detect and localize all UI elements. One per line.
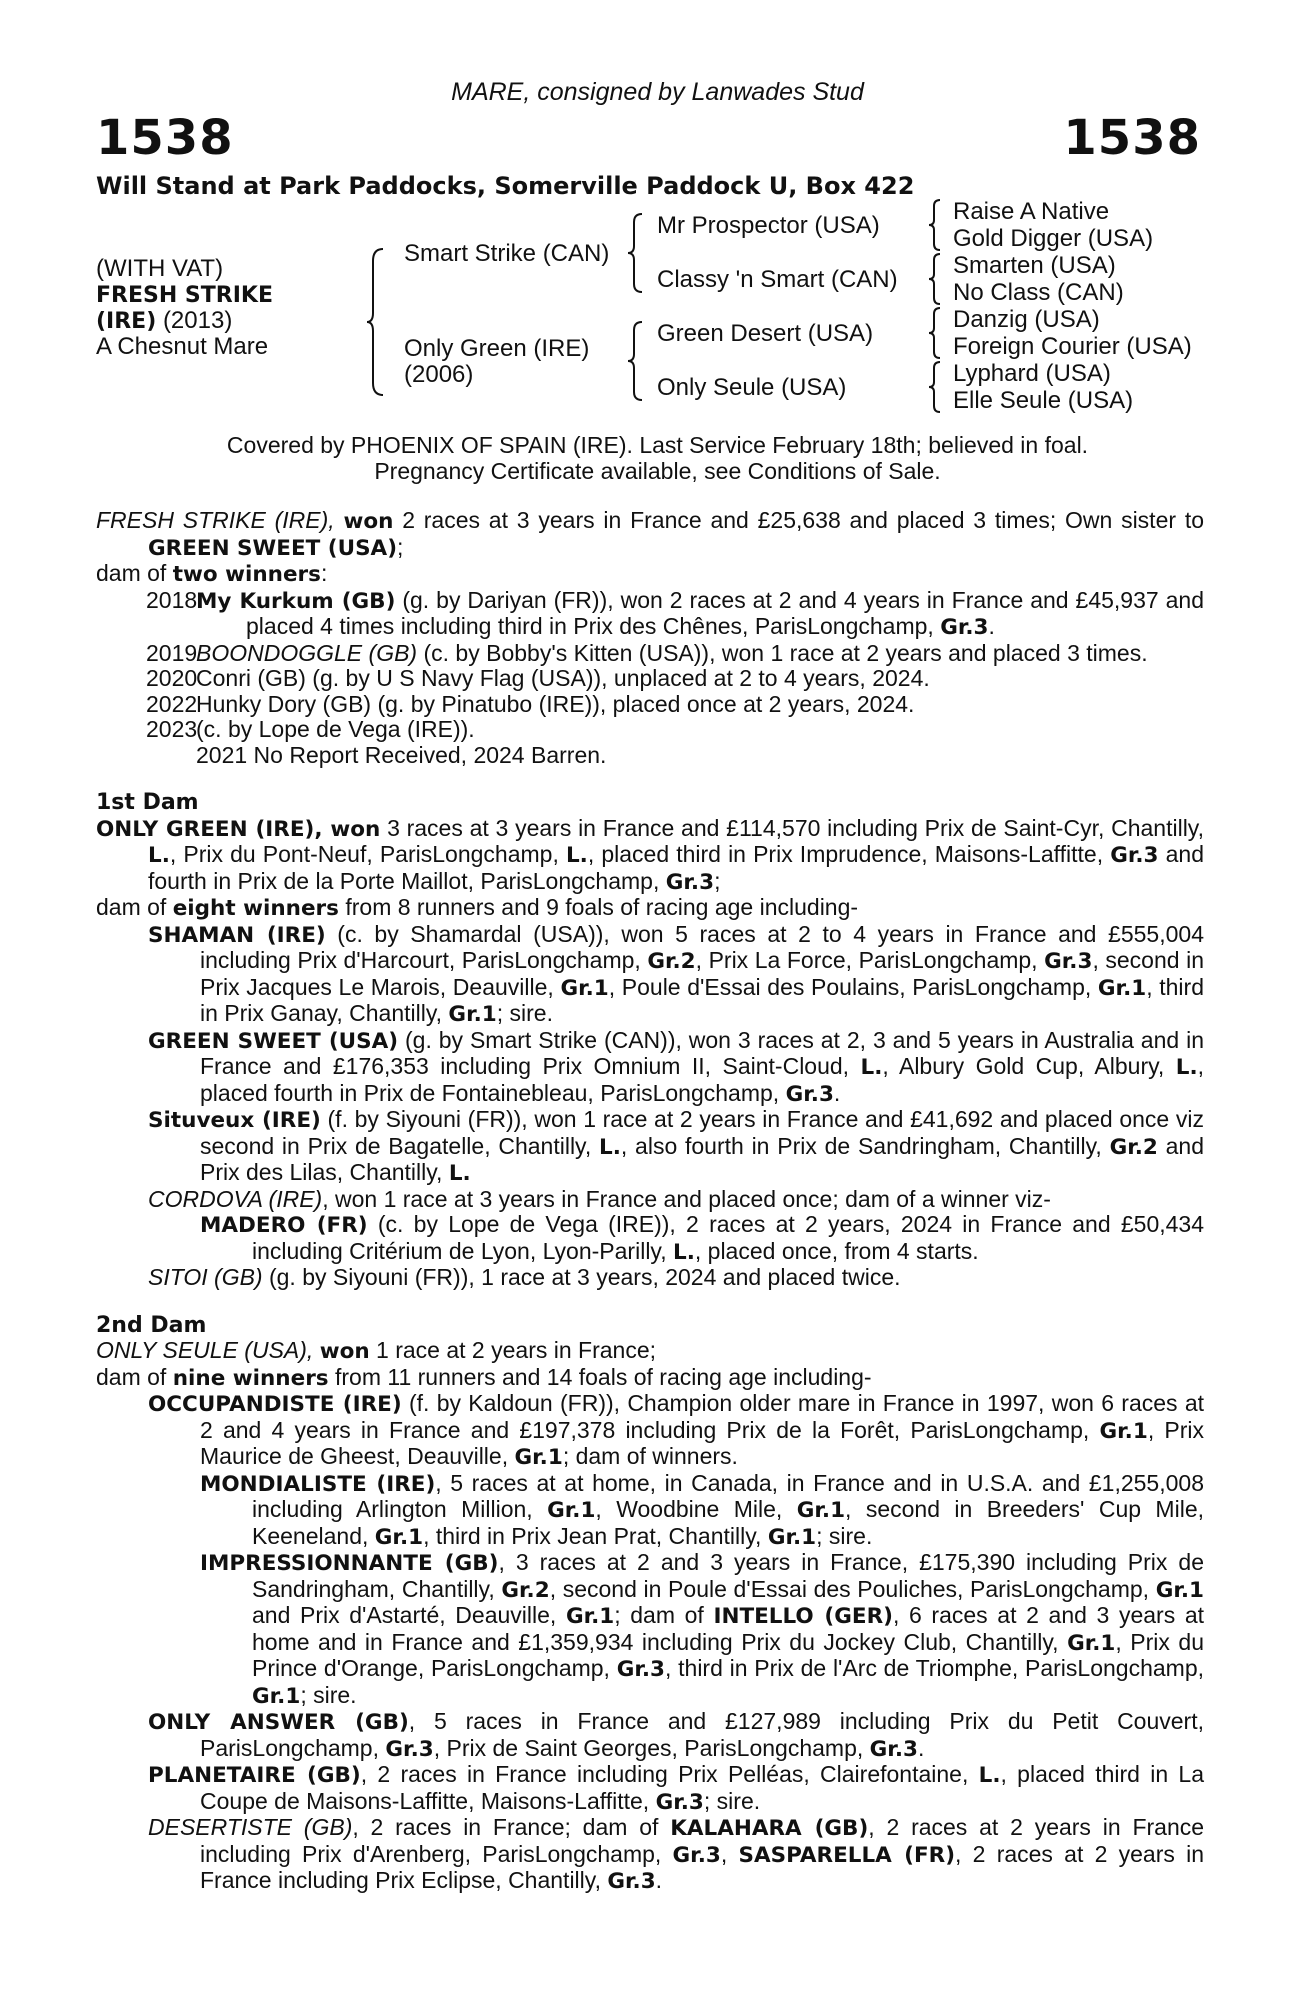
text-run: , Prix Maurice de Gheest, Deauville, [200,1416,1204,1469]
text-run: 1 race at 2 years in France; [369,1337,657,1363]
pedigree-brace-sire [626,212,644,294]
listed-mark: L. [860,1055,883,1080]
horse-description: A Chesnut Mare [96,333,269,360]
ds-sire: Danzig (USA) [953,306,1100,333]
progeny-sitoi [96,1265,1204,1291]
progeny-name: MONDIALISTE (IRE) [200,1471,436,1497]
consignment-line: MARE, consigned by Lanwades Stud [451,78,864,106]
group-mark: Gr.3 [607,1869,656,1894]
text-run: , Woodbine Mile, [595,1496,797,1522]
text-run: (c. by Lope de Vega (IRE)), 2 races at 2 years, 2024 in France and £50,434 including Critérium de Lyon, Lyon-Parilly, [252,1211,1205,1264]
intro-dam-of [96,561,1204,588]
sd-sire: Smarten (USA) [953,252,1116,279]
produce-table [146,588,1204,769]
text-run: , second in Breeders' Cup Mile, Keeneland, [252,1496,1204,1549]
text-run: , 5 races in France and £127,989 including Prix du Petit Couvert, ParisLongchamp, [200,1708,1204,1761]
intro-winners: two winners [172,562,321,587]
first-dam-heading: 1st Dam [96,790,199,815]
stand-location: Will Stand at Park Paddocks, Somerville Paddock U, Box 422 [96,172,915,200]
text-run: (f. by Kaldoun (FR)), Champion older mare in France in 1997, won 6 races at 2 and 4 years in France and £197,378 including Prix de la Forêt, ParisLongchamp, [200,1390,1205,1443]
progeny-shaman [96,922,1204,1028]
progeny-name: MADERO (FR) [200,1213,368,1238]
covering-info [0,432,1315,484]
produce-year: 2020 [146,665,198,691]
progeny-name: ONLY ANSWER (GB) [148,1710,409,1735]
listed-mark: L. [565,843,588,868]
dam-year: (2006) [404,361,474,388]
progeny-name: PLANETAIRE (GB) [148,1763,361,1788]
group-mark: Gr.1 [448,1002,497,1027]
group-mark: Gr.2 [647,949,696,974]
progeny-name: OCCUPANDISTE (IRE) [148,1392,402,1417]
text-run: , placed once, from 4 starts. [694,1237,979,1264]
text-run: , 6 races at 2 and 3 years at home and in France and £1,359,934 including Prix du Jockey Club, Chantilly, [252,1602,1204,1655]
intro-paragraph [96,508,1204,561]
first-dam-paragraph [96,816,1204,896]
sd-dam: No Class (CAN) [953,279,1124,306]
group-mark: Gr.3 [785,1081,834,1107]
text-run: , won 1 race at 3 years in France and placed once; dam of a winner viz- [322,1185,1051,1212]
text-run: , third in Prix Jean Prat, Chantilly, [423,1522,768,1549]
produce-entry [196,665,1204,692]
text-run: , second in Poule d'Essai des Pouliches, ParisLongchamp, [549,1575,1156,1602]
group-mark: Gr.3 [672,1842,721,1868]
pedigree-brace-ds [928,306,942,360]
winners-count: eight winners [172,896,339,921]
produce-text: (g. by Dariyan (FR)), won 2 races at 2 and 4 years in France and £45,937 and placed 4 times including third in Prix des Chênes, ParisLongchamp, [246,586,1204,639]
sire-name: Smart Strike (CAN) [404,240,610,267]
covering-line-2: Pregnancy Certificate available, see Conditions of Sale. [374,458,941,484]
progeny-name: Situveux (IRE) [148,1108,321,1133]
progeny-name: KALAHARA (GB) [670,1816,869,1841]
produce-text: (g. by U S Navy Flag (USA)), unplaced at 2 to 4 years, 2024. [305,665,930,691]
group-mark: Gr.3 [385,1736,434,1762]
produce-year: 2018 [146,586,198,613]
text-run: and fourth in Prix de la Porte Maillot, ParisLongchamp, [148,841,1205,894]
text-run: (f. by Siyouni (FR)), won 1 race at 2 years in France and £41,692 and placed once viz second in Prix de Bagatelle, Chantilly, [200,1106,1204,1159]
winners-count: nine winners [172,1365,329,1391]
progeny-name: CORDOVA (IRE) [148,1185,323,1212]
text-run: , 5 races at at home, in Canada, in France and in U.S.A. and £1,255,008 including Arlington Million, [252,1469,1204,1522]
group-mark: Gr.1 [560,975,609,1001]
listed-mark: L. [978,1763,1001,1788]
produce-entry [196,690,1204,718]
text-run: , Prix du Pont-Neuf, ParisLongchamp, [169,841,566,867]
produce-entry [196,639,1204,667]
produce-year: 2019 [146,639,198,666]
progeny-green-sweet [96,1028,1204,1108]
text-run: (g. by Smart Strike (CAN)), won 3 races at 2, 3 and 5 years in Australia and in France and £176,353 including Prix Omnium II, Saint-Cloud, [200,1026,1204,1079]
text-run: , Poule d'Essai des Poulains, ParisLongchamp, [608,973,1098,1000]
text-run: ; dam of [614,1602,714,1628]
text-run: . [655,1867,663,1893]
intro-horse-name: FRESH STRIKE (IRE), [96,507,344,533]
produce-name: My Kurkum (GB) [196,588,396,614]
produce-grade: Gr.3 [940,615,989,640]
progeny-name: SHAMAN (IRE) [148,922,326,948]
dd-dam: Elle Seule (USA) [953,387,1134,414]
text-run: (c. by Shamardal (USA)), won 5 races at 2 to 4 years in France and £555,004 including Prix d'Harcourt, ParisLongchamp, [200,920,1204,973]
group-mark: Gr.2 [1109,1134,1158,1160]
text-run: ; sire. [300,1681,357,1708]
second-dam-name: ONLY SEULE (USA), [96,1337,320,1363]
produce-name: Conri (GB) [196,665,306,691]
text-run: (g. by Siyouni (FR)), 1 race at 3 years, 2024 and placed twice. [262,1264,901,1290]
text-run: and Prix d'Astarté, Deauville, [252,1602,566,1628]
produce-record [96,508,1204,1895]
text-run: from 11 runners and 14 foals of racing age including- [328,1363,872,1390]
pedigree-brace-dd [928,360,942,414]
ds-dam: Foreign Courier (USA) [953,333,1192,360]
text-run: dam of [96,894,173,920]
ss-dam: Gold Digger (USA) [953,225,1154,252]
group-mark: Gr.1 [1097,975,1147,1001]
group-mark: Gr.3 [1110,843,1159,868]
intro-text-2: ; [397,533,404,560]
vat-label: (WITH VAT) [96,255,224,282]
sire-dam: Classy 'n Smart (CAN) [657,266,898,293]
produce-end: . [988,613,995,639]
ss-sire: Raise A Native [953,198,1110,225]
text-run: , also fourth in Prix de Sandringham, Chantilly, [620,1132,1110,1159]
listed-mark: L. [148,843,170,868]
produce-text: (c. by Bobby's Kitten (USA)), won 1 race at 2 years and placed 3 times. [417,639,1148,666]
lot-number-right: 1538 [1063,110,1201,166]
dd-sire: Lyphard (USA) [953,360,1111,387]
produce-year: 2022 [146,690,198,717]
text-run: , 2 races in France including Prix Pelléas, Clairefontaine, [360,1761,979,1787]
produce-row [146,692,1204,718]
progeny-cordova [96,1187,1204,1213]
text-run: , third in Prix de l'Arc de Triomphe, ParisLongchamp, [665,1655,1204,1681]
group-mark: Gr.1 [565,1604,615,1629]
text-run: 3 races at 3 years in France and £114,570 including Prix de Saint-Cyr, Chantilly, [380,814,1204,841]
horse-name-line [96,281,273,310]
produce-row [146,666,1204,692]
first-dam-name: ONLY GREEN (IRE), [96,816,331,842]
sire-sire: Mr Prospector (USA) [657,212,880,239]
intro-won: won [343,509,394,534]
dam-name: Only Green (IRE) [404,335,590,362]
intro-dam-of-label: dam of [96,560,173,586]
text-run: , 3 races at 2 and 3 years in France, £175,390 including Prix de Sandringham, Chantilly, [252,1549,1204,1602]
group-mark: Gr.2 [501,1577,550,1603]
first-dam-dam-of [96,895,1204,922]
text-run: . [833,1079,841,1106]
text-run: , third in Prix Ganay, Chantilly, [200,973,1204,1026]
group-mark: Gr.1 [252,1683,301,1709]
text-run: , Prix du Prince d'Orange, ParisLongchamp, [252,1628,1204,1681]
produce-text: (g. by Pinatubo (IRE)), placed once at 2 years, 2024. [371,690,915,717]
group-mark: Gr.3 [869,1736,918,1762]
text-run: , 2 races at 2 years in France including Prix Eclipse, Chantilly, [200,1840,1204,1893]
text-run: ; sire. [816,1522,873,1549]
listed-mark: L. [1175,1055,1198,1080]
pedigree-brace-dam [626,320,644,402]
progeny-mondialiste [96,1471,1204,1551]
group-mark: Gr.1 [1155,1577,1204,1603]
group-mark: Gr.1 [374,1524,424,1550]
second-dam-dam-of [96,1365,1204,1392]
group-mark: Gr.1 [514,1445,563,1470]
pedigree-brace-main [365,247,385,397]
group-mark: Gr.3 [665,869,715,895]
progeny-name: SASPARELLA (FR) [738,1842,956,1868]
text-run: , placed fourth in Prix de Fontainebleau, ParisLongchamp, [200,1053,1205,1106]
text-run: , Prix La Force, ParisLongchamp, [695,947,1045,973]
progeny-madero [96,1212,1204,1265]
group-mark: Gr.1 [767,1524,817,1550]
intro-text-1: 2 races at 3 years in France and £25,638 and placed 3 times; Own sister to [393,507,1204,533]
second-dam-heading: 2nd Dam [96,1312,207,1338]
intro-colon: : [320,560,328,586]
pedigree-brace-ss [928,198,942,252]
text-run: , second in Prix Jacques Le Marois, Deauville, [200,947,1204,1000]
group-mark: Gr.3 [1044,949,1093,974]
text-run: , Prix de Saint Georges, ParisLongchamp, [433,1734,870,1761]
progeny-name: INTELLO (GER) [713,1604,893,1629]
group-mark: Gr.1 [1067,1630,1116,1656]
horse-name: FRESH STRIKE [96,283,273,308]
produce-row [146,588,1204,641]
produce-name: BOONDOGGLE (GB) [196,639,418,666]
group-mark: Gr.1 [796,1498,846,1523]
dam-dam: Only Seule (USA) [657,374,847,401]
text-run: dam of [96,1363,173,1390]
produce-row [146,641,1204,667]
text-run: ; [714,867,721,894]
text-run: , [720,1840,739,1867]
dam-sire: Green Desert (USA) [657,320,874,347]
intro-sister: GREEN SWEET (USA) [148,535,398,561]
progeny-impressionnante [96,1550,1204,1709]
text-run: , 2 races at 2 years in France including Prix d'Arenberg, ParisLongchamp, [200,1814,1205,1867]
text-run: ; dam of winners. [562,1443,738,1469]
horse-country-line [96,307,232,336]
covering-line-1: Covered by PHOENIX OF SPAIN (IRE). Last Service February 18th; believed in foal. [226,432,1089,458]
text-run: ; sire. [703,1787,761,1814]
horse-country: (IRE) [96,309,157,334]
progeny-name: SITOI (GB) [148,1264,263,1290]
group-mark: Gr.3 [655,1789,704,1815]
produce-year: 2023 [146,716,198,742]
listed-mark: L. [599,1134,621,1160]
produce-entry [196,716,1204,743]
text-run: , placed third in Prix Imprudence, Maisons-Laffitte, [587,841,1111,867]
produce-name: Hunky Dory (GB) [196,690,372,717]
progeny-desertiste [96,1815,1204,1895]
group-mark: Gr.1 [1099,1418,1148,1444]
progeny-name: GREEN SWEET (USA) [148,1028,399,1054]
text-run: , 2 races in France; dam of [352,1814,671,1840]
progeny-only-answer [96,1709,1204,1762]
listed-mark: L. [448,1161,471,1186]
progeny-situveux [96,1107,1204,1187]
group-mark: Gr.1 [547,1498,596,1523]
produce-entry [196,586,1204,641]
text-run: from 8 runners and 9 foals of racing age including- [338,894,859,920]
listed-mark: L. [673,1239,695,1265]
second-dam-paragraph [96,1338,1204,1365]
first-dam-won: won [330,816,381,842]
lot-number-left: 1538 [96,110,234,166]
progeny-occupandiste [96,1391,1204,1471]
progeny-name: IMPRESSIONNANTE (GB) [200,1551,499,1576]
produce-row [146,717,1204,743]
group-mark: Gr.3 [616,1657,666,1682]
text-run: . [917,1734,925,1761]
progeny-name: DESERTISTE (GB) [148,1814,353,1840]
second-dam-won: won [319,1339,370,1364]
produce-note: 2021 No Report Received, 2024 Barren. [196,741,607,768]
text-run: , placed third in La Coupe de Maisons-Laffitte, Maisons-Laffitte, [200,1761,1205,1814]
produce-entry [196,741,1204,769]
produce-name: (c. by Lope de Vega (IRE)). [196,716,475,742]
produce-row [146,743,1204,769]
text-run: ; sire. [496,1000,553,1026]
pedigree-brace-sd [928,252,942,306]
horse-year: (2013) [162,307,233,334]
text-run: and Prix des Lilas, Chantilly, [200,1132,1205,1185]
progeny-planetaire [96,1762,1204,1815]
text-run: , Albury Gold Cup, Albury, [882,1053,1176,1079]
